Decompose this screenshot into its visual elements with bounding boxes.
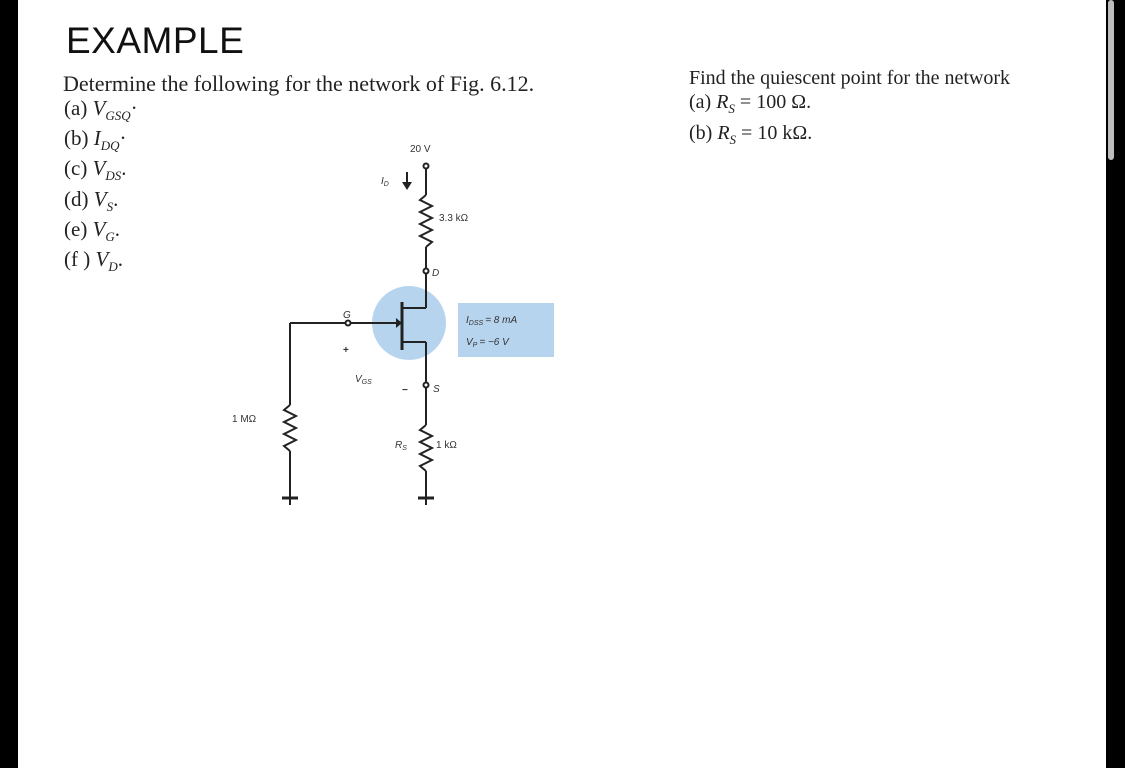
idss-label: $I_{DSS} = 8$ mA	[466, 315, 518, 327]
drain-current-label: $I_D$	[381, 176, 389, 188]
gate-resistor	[284, 405, 296, 451]
question-f: (f ) $V_D$.	[64, 246, 123, 275]
gate-terminal	[346, 321, 351, 326]
source-node-label: S	[433, 384, 440, 395]
drain-node-label: D	[432, 268, 440, 279]
right-problem-intro: Find the quiescent point for the network	[689, 67, 1011, 89]
source-resistor	[420, 425, 432, 471]
right-item-b: (b) $R_S = 10$ kΩ.	[689, 122, 813, 147]
drain-resistor-label: 3.3 kΩ	[439, 213, 469, 224]
supply-terminal	[424, 164, 429, 169]
right-item-a: (a) $R_S = 100$ Ω.	[689, 91, 812, 116]
question-b: (b) $I_{DQ}\cdot$	[64, 126, 127, 154]
vgs-label: $V_{GS}$	[355, 374, 372, 386]
drain-current-arrow	[402, 182, 412, 190]
page-title: EXAMPLE	[66, 20, 245, 61]
vp-label: $V_P = -6$ V	[466, 337, 509, 349]
question-c: (c) $V_{DS}$.	[64, 156, 127, 184]
supply-label: 20 V	[410, 144, 431, 155]
gate-plus-sign: +	[343, 345, 349, 356]
source-minus-sign: −	[402, 385, 408, 396]
left-problem-intro: Determine the following for the network of Fig. 6.12.	[63, 71, 535, 96]
gate-resistor-label: 1 MΩ	[232, 414, 257, 425]
drain-node	[424, 269, 429, 274]
question-a: (a) $V_{GSQ}\cdot$	[64, 96, 138, 124]
drain-resistor	[420, 195, 432, 247]
source-node	[424, 383, 429, 388]
question-d: (d) $V_S$.	[64, 186, 119, 214]
question-e: (e) $V_G$.	[64, 216, 121, 244]
gate-node-label: G	[343, 310, 351, 321]
source-resistor-label: $R_S$	[395, 440, 407, 452]
source-resistor-value: 1 kΩ	[436, 440, 457, 451]
